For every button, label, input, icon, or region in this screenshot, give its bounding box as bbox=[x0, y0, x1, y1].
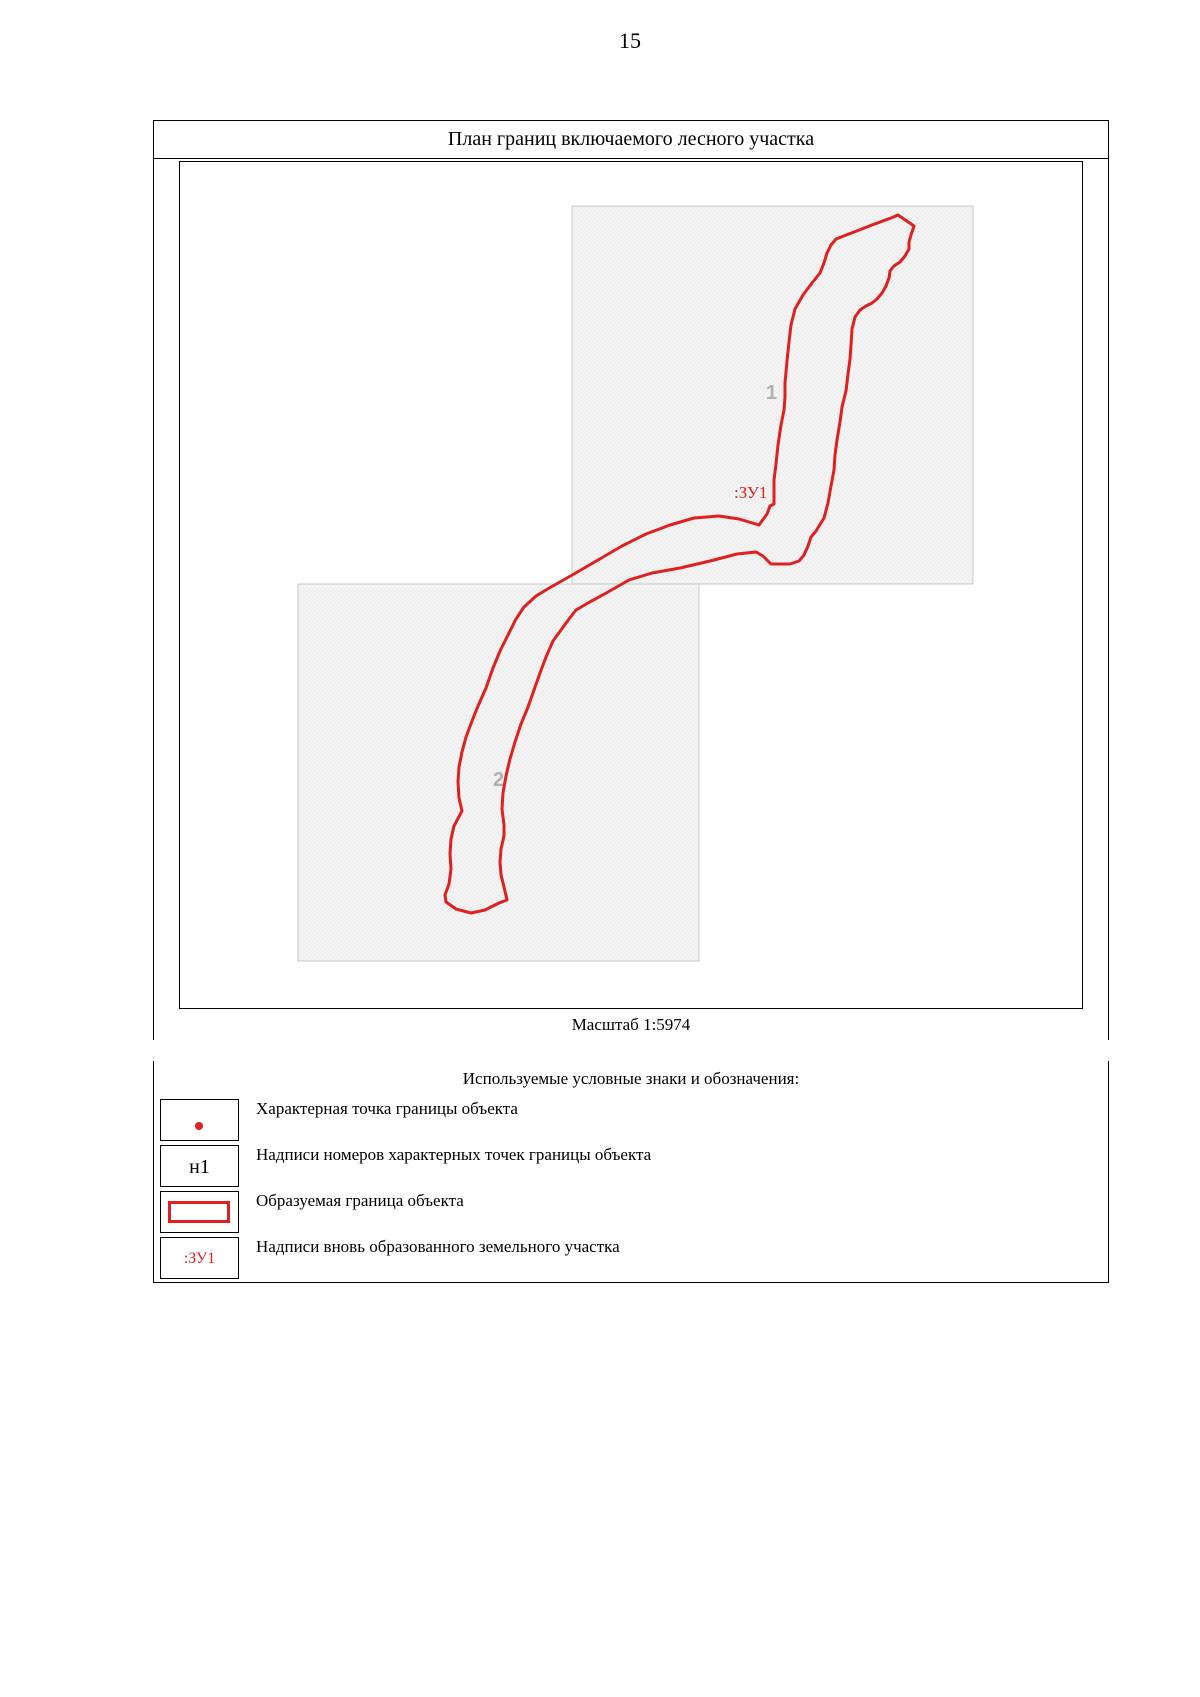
scale-label: Масштаб 1:5974 bbox=[571, 1015, 691, 1034]
legend-title: Используемые условные знаки и обозначения: bbox=[462, 1069, 800, 1088]
map-sheet-2-label: 2 bbox=[493, 769, 505, 791]
legend-item-point-number bbox=[160, 1145, 1100, 1187]
map-canvas bbox=[180, 162, 1082, 1008]
legend bbox=[153, 1061, 1109, 1283]
parcel-label-icon: :ЗУ1 bbox=[183, 1250, 216, 1267]
plan-frame bbox=[153, 120, 1109, 1040]
legend-symbol-box bbox=[160, 1191, 239, 1233]
legend-item-text: Надписи вновь образованного земельного участка bbox=[256, 1237, 620, 1256]
map-sheet-1-label: 1 bbox=[766, 382, 778, 404]
map-area bbox=[179, 161, 1083, 1009]
boundary-rect-icon bbox=[168, 1201, 230, 1223]
legend-item-text: Надписи номеров характерных точек границы объекта bbox=[256, 1145, 652, 1164]
legend-item-parcel-label bbox=[160, 1237, 1100, 1279]
legend-item-text: Характерная точка границы объекта bbox=[256, 1099, 518, 1118]
parcel-label: :ЗУ1 bbox=[734, 483, 768, 502]
legend-symbol-box bbox=[160, 1099, 239, 1141]
legend-item-boundary bbox=[160, 1191, 1100, 1233]
legend-item-text: Образуемая граница объекта bbox=[256, 1191, 464, 1210]
legend-symbol-box bbox=[160, 1145, 239, 1187]
page-number: 15 bbox=[619, 28, 641, 53]
point-dot-icon bbox=[195, 1122, 203, 1130]
legend-item-point bbox=[160, 1099, 1100, 1141]
point-number-icon: н1 bbox=[189, 1156, 210, 1178]
legend-symbol-box bbox=[160, 1237, 239, 1279]
plan-title: План границ включаемого лесного участка bbox=[154, 121, 1108, 159]
